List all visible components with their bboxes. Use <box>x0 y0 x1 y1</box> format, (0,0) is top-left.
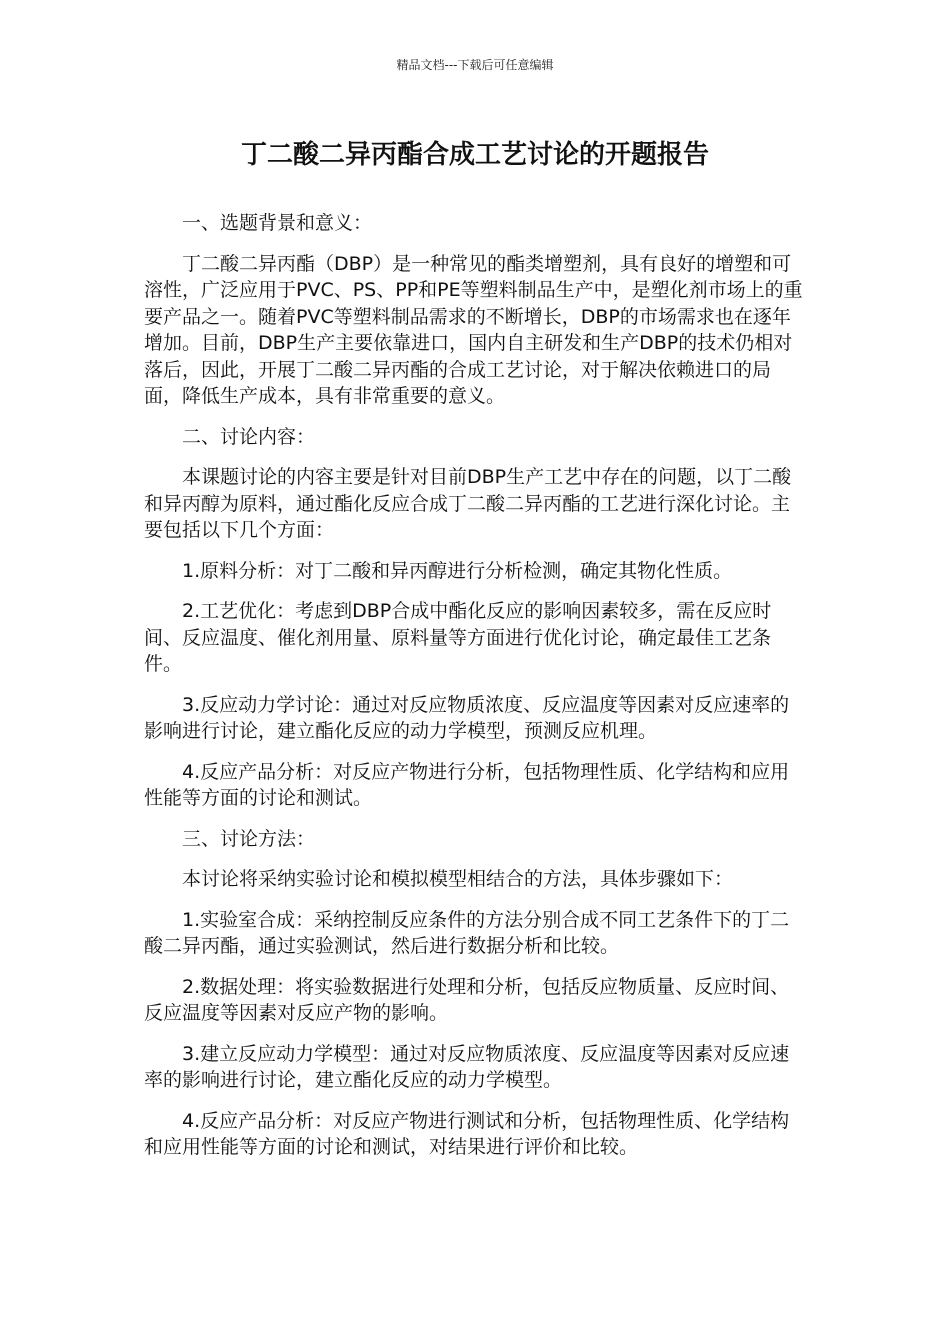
list-item-method-2: 2.数据处理：将实验数据进行处理和分析，包括反应物质量、反应时间、反应温度等因素对反应产物的影响。 <box>144 975 790 1024</box>
section-heading-content: 二、讨论内容： <box>182 425 316 448</box>
paragraph-background: 丁二酸二异丙酯（DBP）是一种常见的酯类增塑剂，具有良好的增塑和可溶性，广泛应用于PVC、PS、PP和PE等塑料制品生产中，是塑化剂市场上的重要产品之一。随着PVC等塑料制品需求的不断增长，DBP的市场需求也在逐年增加。目前，DBP生产主要依靠进口，国内自主研发和生产DBP的技术仍相对落后，因此，开展丁二酸二异丙酯的合成工艺讨论，对于解决依赖进口的局面，降低生产成本，具有非常重要的意义。 <box>144 252 803 407</box>
paragraph-method-intro: 本讨论将采纳实验讨论和模拟模型相结合的方法，具体步骤如下： <box>182 868 734 890</box>
list-item-content-1: 1.原料分析：对丁二酸和异丙醇进行分析检测，确定其物化性质。 <box>182 559 733 582</box>
list-item-content-4: 4.反应产品分析：对反应产物进行分析，包括物理性质、化学结构和应用性能等方面的讨论和测试。 <box>144 760 790 809</box>
list-item-content-3: 3.反应动力学讨论：通过对反应物质浓度、反应温度等因素对反应速率的影响进行讨论，建立酯化反应的动力学模型，预测反应机理。 <box>144 693 790 742</box>
list-item-method-4: 4.反应产品分析：对反应产物进行测试和分析，包括物理性质、化学结构和应用性能等方面的讨论和测试，对结果进行评价和比较。 <box>144 1109 790 1158</box>
section-heading-method: 三、讨论方法： <box>182 827 316 850</box>
list-item-method-1: 1.实验室合成：采纳控制反应条件的方法分别合成不同工艺条件下的丁二酸二异丙酯，通过实验测试，然后进行数据分析和比较。 <box>144 908 790 957</box>
list-item-content-2: 2.工艺优化：考虑到DBP合成中酯化反应的影响因素较多，需在反应时间、反应温度、催化剂用量、原料量等方面进行优化讨论，确定最佳工艺条件。 <box>144 600 772 675</box>
document-title: 丁二酸二异丙酯合成工艺讨论的开题报告 <box>240 140 709 170</box>
list-item-method-3: 3.建立反应动力学模型：通过对反应物质浓度、反应温度等因素对反应速率的影响进行讨论，建立酯化反应的动力学模型。 <box>144 1042 790 1091</box>
document-body <box>144 210 804 1175</box>
section-heading-background: 一、选题背景和意义： <box>182 212 373 234</box>
paragraph-content-intro: 本课题讨论的内容主要是针对目前DBP生产工艺中存在的问题，以丁二酸和异丙醇为原料，通过酯化反应合成丁二酸二异丙酯的工艺进行深化讨论。主要包括以下几个方面： <box>144 466 792 541</box>
page-header: 精品文档---下载后可任意编辑 <box>396 58 554 72</box>
